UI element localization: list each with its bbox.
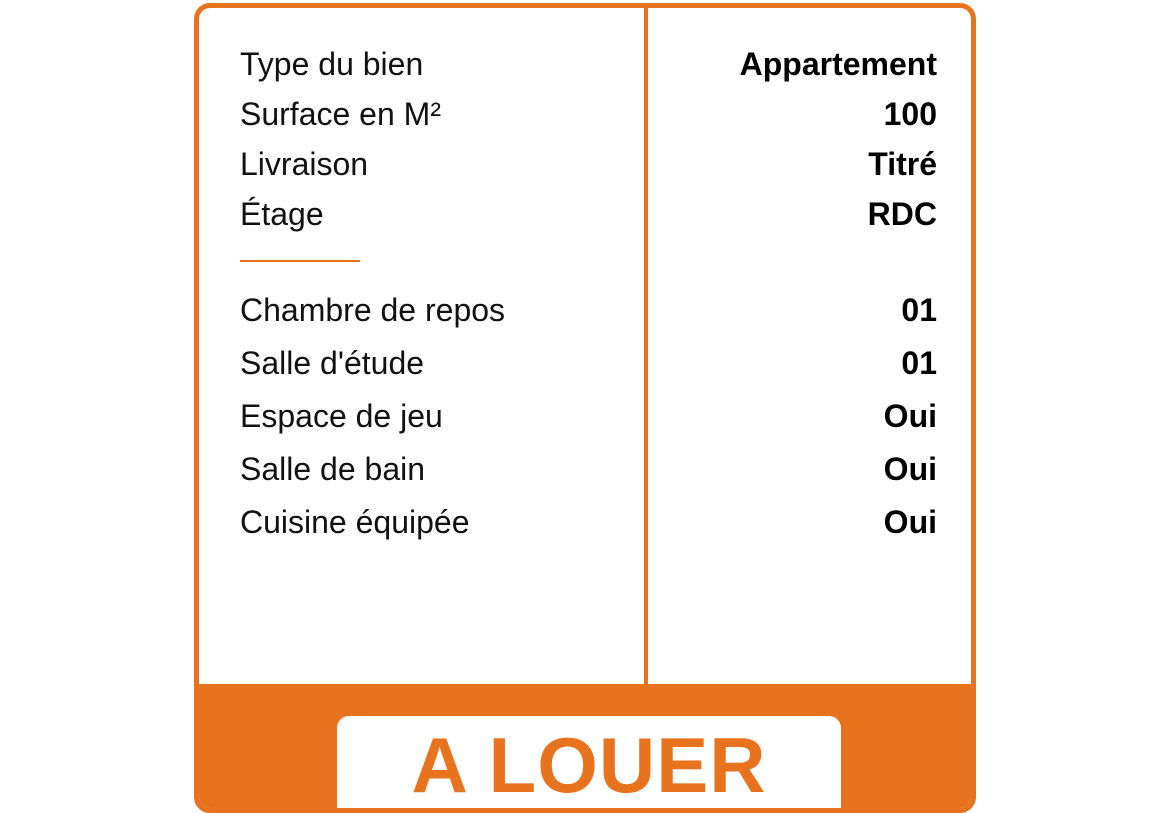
detail-value: Appartement bbox=[739, 46, 937, 82]
detail-row-surface bbox=[199, 94, 971, 134]
detail-label: Étage bbox=[240, 196, 324, 232]
detail-label: Surface en M² bbox=[240, 96, 441, 132]
detail-row-type bbox=[199, 44, 971, 84]
property-card bbox=[194, 3, 976, 813]
detail-row-jeu bbox=[199, 396, 971, 436]
section-separator bbox=[240, 260, 360, 262]
status-label: A LOUER bbox=[411, 721, 767, 809]
detail-row-cuisine bbox=[199, 502, 971, 542]
detail-row-chambre bbox=[199, 290, 971, 330]
detail-value: Oui bbox=[883, 398, 937, 434]
detail-row-etude bbox=[199, 343, 971, 383]
status-banner bbox=[199, 684, 971, 813]
detail-value: 01 bbox=[901, 345, 937, 381]
detail-label: Livraison bbox=[240, 146, 369, 182]
detail-label: Chambre de repos bbox=[240, 292, 506, 328]
detail-label: Espace de jeu bbox=[240, 398, 443, 434]
detail-value: Oui bbox=[883, 504, 937, 540]
detail-value: 01 bbox=[901, 292, 937, 328]
status-box bbox=[337, 716, 841, 813]
detail-label: Cuisine équipée bbox=[240, 504, 470, 540]
detail-row-bain bbox=[199, 449, 971, 489]
detail-row-livraison bbox=[199, 144, 971, 184]
detail-label: Salle de bain bbox=[240, 451, 426, 487]
detail-value: RDC bbox=[867, 196, 937, 232]
detail-value: Oui bbox=[883, 451, 937, 487]
detail-label: Salle d'étude bbox=[240, 345, 425, 381]
detail-value: Titré bbox=[868, 146, 937, 182]
detail-row-etage bbox=[199, 194, 971, 234]
detail-label: Type du bien bbox=[240, 46, 424, 82]
detail-value: 100 bbox=[883, 96, 937, 132]
